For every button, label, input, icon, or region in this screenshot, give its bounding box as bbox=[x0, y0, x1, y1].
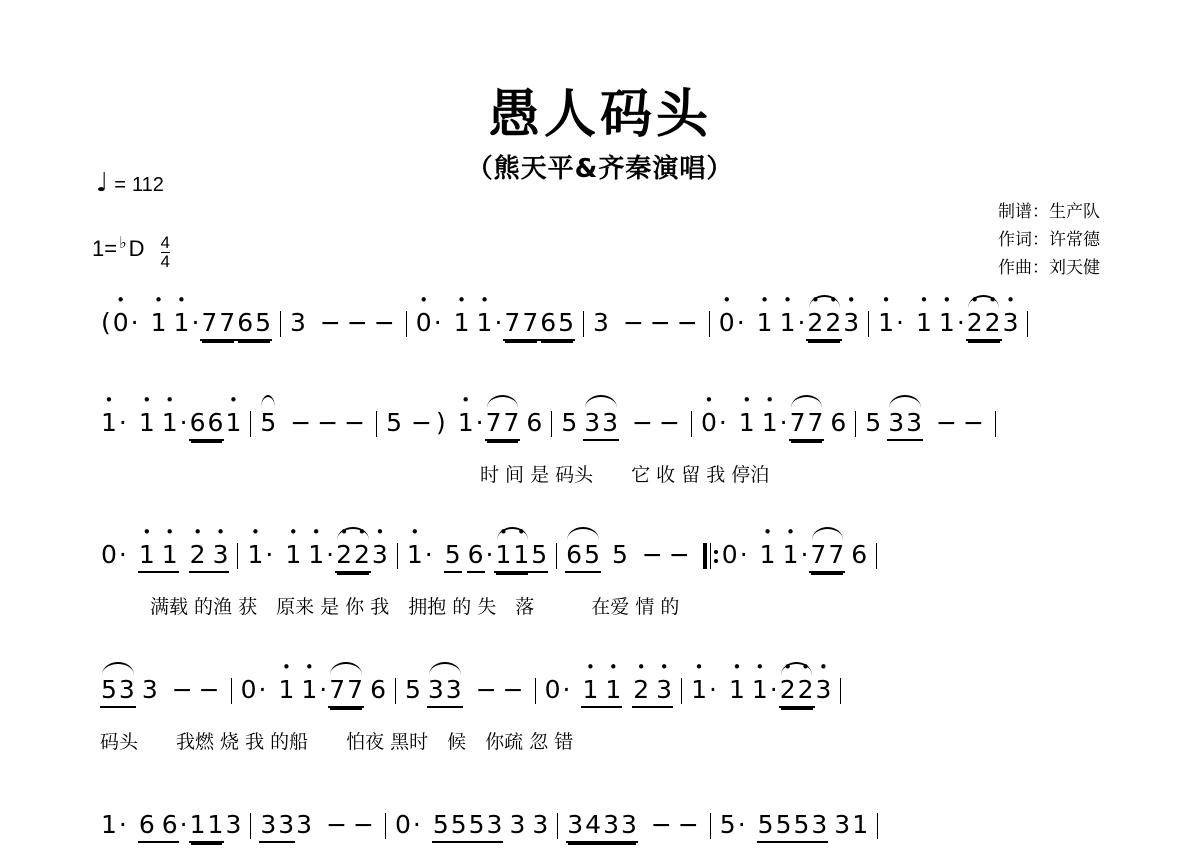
augmentation-dot: · bbox=[191, 308, 200, 337]
note: 6 bbox=[467, 540, 484, 569]
note: 5 bbox=[101, 675, 117, 704]
note: • 1 bbox=[407, 540, 423, 569]
tempo-value: 112 bbox=[131, 173, 164, 196]
note: 3 bbox=[906, 408, 922, 437]
music-system-4 bbox=[100, 675, 1100, 771]
note: • 1 bbox=[582, 675, 598, 704]
note: • 1 bbox=[513, 540, 529, 569]
note: • 3 bbox=[372, 540, 388, 569]
note: • 1 bbox=[916, 308, 932, 337]
beamed-group bbox=[467, 540, 485, 573]
sustain-dash: − bbox=[641, 540, 663, 569]
note: 6 bbox=[526, 408, 543, 437]
note: • 1 bbox=[605, 675, 621, 704]
beamed-group bbox=[792, 810, 828, 843]
note: 5 bbox=[468, 810, 485, 839]
sustain-dash: − bbox=[373, 308, 395, 337]
credit-composer: 作曲：刘天健 bbox=[998, 258, 1100, 279]
note: 3 bbox=[888, 408, 905, 437]
barline bbox=[709, 311, 710, 337]
note: • 2 bbox=[798, 675, 814, 704]
note: • 2 bbox=[807, 308, 823, 337]
beamed-group bbox=[966, 308, 1002, 341]
note: 5 bbox=[558, 308, 575, 337]
note: 3 bbox=[427, 675, 444, 704]
augmentation-dot: · bbox=[779, 408, 788, 437]
sustain-dash: − bbox=[649, 308, 671, 337]
augmentation-dot: · bbox=[258, 675, 267, 704]
credit-arranger: 制谱：生产队 bbox=[998, 202, 1100, 222]
note: 7 bbox=[329, 675, 346, 704]
barline bbox=[691, 411, 692, 437]
note: • 0 bbox=[113, 308, 129, 337]
note: 6 bbox=[138, 810, 155, 839]
sustain-dash: − bbox=[346, 308, 368, 337]
note: 6 bbox=[851, 540, 868, 569]
note: 3 bbox=[593, 308, 609, 337]
beamed-group bbox=[806, 308, 842, 341]
note: • 1 bbox=[139, 540, 155, 569]
barline bbox=[406, 311, 407, 337]
beamed-group bbox=[236, 308, 272, 341]
barline bbox=[397, 543, 398, 569]
sustain-dash: − bbox=[622, 308, 644, 337]
sustain-dash: − bbox=[650, 810, 672, 839]
note: 7 bbox=[789, 408, 806, 437]
augmentation-dot: · bbox=[118, 408, 127, 437]
note: • 1 bbox=[308, 540, 324, 569]
note: 0 bbox=[240, 675, 257, 704]
augmentation-dot: · bbox=[433, 308, 442, 337]
note: • 1 bbox=[285, 540, 301, 569]
barline bbox=[840, 678, 841, 704]
note: 0 bbox=[101, 540, 117, 569]
note: 7 bbox=[201, 308, 218, 337]
credits-block bbox=[998, 198, 1100, 282]
note: 0 bbox=[394, 810, 411, 839]
note: • 1 bbox=[495, 540, 511, 569]
note: 6 bbox=[189, 408, 206, 437]
note: • 1 bbox=[729, 675, 745, 704]
barline bbox=[557, 813, 558, 839]
barline bbox=[876, 543, 877, 569]
note: • 1 bbox=[208, 810, 224, 839]
note: • 0 bbox=[701, 408, 717, 437]
note: • 1 bbox=[101, 810, 117, 839]
note: • 1 bbox=[301, 675, 317, 704]
augmentation-dot: · bbox=[118, 540, 127, 569]
beamed-group bbox=[779, 675, 815, 708]
sustain-dash: − bbox=[198, 675, 220, 704]
note: • 3 bbox=[567, 810, 583, 839]
note: 6 bbox=[370, 675, 386, 704]
augmentation-dot: · bbox=[494, 308, 503, 337]
barline bbox=[250, 813, 251, 839]
beamed-group bbox=[757, 810, 793, 843]
note: • 4 bbox=[585, 810, 601, 839]
sustain-dash: − bbox=[936, 408, 957, 437]
note: • 2 bbox=[967, 308, 983, 337]
music-system-5 bbox=[100, 810, 1100, 850]
lyrics-row-4: 码头 我燃 烧 我 的船 怕夜 黑时 候 你疏 忽 错 bbox=[100, 731, 574, 753]
note: 3 bbox=[118, 675, 135, 704]
note: 7 bbox=[219, 308, 236, 337]
beamed-group bbox=[189, 810, 225, 843]
barline bbox=[995, 411, 996, 437]
note: 0 bbox=[544, 675, 561, 704]
note: • 1 bbox=[190, 810, 206, 839]
augmentation-dot: · bbox=[130, 308, 139, 337]
note: • 1 bbox=[757, 308, 773, 337]
sustain-dash: − bbox=[677, 810, 699, 839]
note: 7 bbox=[522, 308, 539, 337]
note: • 2 bbox=[825, 308, 841, 337]
beamed-group bbox=[539, 308, 575, 341]
barline bbox=[231, 678, 232, 704]
note: 5 bbox=[865, 408, 882, 437]
beamed-group bbox=[809, 540, 845, 573]
beamed-group bbox=[494, 540, 530, 573]
augmentation-dot: · bbox=[562, 675, 571, 704]
beamed-group bbox=[138, 810, 179, 843]
note: 7 bbox=[828, 540, 845, 569]
note: 5 bbox=[531, 540, 548, 569]
beamed-group bbox=[335, 540, 371, 573]
note: • 2 bbox=[354, 540, 370, 569]
augmentation-dot: · bbox=[737, 810, 746, 839]
note: • 3 bbox=[213, 540, 229, 569]
note: • 1 bbox=[225, 408, 241, 437]
page-title: 愚人码头 bbox=[487, 85, 712, 145]
barline bbox=[855, 411, 856, 437]
augmentation-dot: · bbox=[179, 810, 188, 839]
note: • 1 bbox=[162, 408, 178, 437]
barline bbox=[376, 411, 377, 437]
sustain-dash: − bbox=[962, 408, 984, 437]
augmentation-dot: · bbox=[326, 540, 335, 569]
note: 3 bbox=[290, 308, 306, 337]
augmentation-dot: · bbox=[956, 308, 965, 337]
beamed-group bbox=[328, 675, 364, 708]
note: • 3 bbox=[656, 675, 672, 704]
note: • 1 bbox=[162, 540, 178, 569]
barline bbox=[395, 678, 396, 704]
beamed-group bbox=[581, 675, 622, 708]
augmentation-dot: · bbox=[475, 408, 484, 437]
note: 7 bbox=[347, 675, 364, 704]
note: • 1 bbox=[174, 308, 190, 337]
augmentation-dot: · bbox=[424, 540, 433, 569]
note: • 3 bbox=[296, 810, 312, 839]
phrase-open-paren: ( bbox=[101, 308, 111, 337]
note: 5 bbox=[404, 675, 421, 704]
note: 7 bbox=[485, 408, 502, 437]
barline bbox=[556, 543, 557, 569]
augmentation-dot: · bbox=[118, 810, 127, 839]
beamed-group bbox=[432, 810, 468, 843]
beamed-group bbox=[444, 540, 462, 573]
beamed-group bbox=[503, 308, 539, 341]
barline bbox=[681, 678, 682, 704]
augmentation-dot: · bbox=[769, 675, 778, 704]
augmentation-dot: · bbox=[800, 540, 809, 569]
notation-row-1 bbox=[100, 308, 1036, 341]
note: 7 bbox=[504, 308, 521, 337]
note: • 5 bbox=[793, 810, 809, 839]
barline bbox=[877, 813, 878, 839]
note: • 1 bbox=[939, 308, 955, 337]
tempo-marking bbox=[96, 168, 164, 198]
beamed-group bbox=[259, 810, 295, 843]
key-prefix: 1= bbox=[92, 236, 118, 261]
note: 3 bbox=[584, 408, 601, 437]
note: • 3 bbox=[1003, 308, 1019, 337]
note: • 2 bbox=[190, 540, 206, 569]
lyrics-row-3: 满载 的渔 获 原来 是 你 我 拥抱 的 失 落 在爱 情 的 bbox=[150, 596, 680, 618]
credit-lyricist: 作词：许常德 bbox=[998, 230, 1100, 251]
note: • 0 bbox=[416, 308, 432, 337]
note: 7 bbox=[810, 540, 827, 569]
note: • 2 bbox=[633, 675, 649, 704]
sustain-dash: − bbox=[344, 408, 366, 437]
note: 7 bbox=[807, 408, 824, 437]
note: 5 bbox=[444, 540, 461, 569]
sustain-dash: − bbox=[676, 308, 698, 337]
note: 6 bbox=[161, 810, 178, 839]
notation-row-4 bbox=[100, 675, 849, 708]
barline bbox=[237, 543, 238, 569]
beamed-group bbox=[485, 408, 521, 441]
sustain-dash: − bbox=[319, 308, 341, 337]
note: • 1 bbox=[247, 540, 263, 569]
sustain-dash: − bbox=[353, 810, 374, 839]
sustain-dash: − bbox=[502, 675, 524, 704]
note: • 3 bbox=[225, 810, 241, 839]
note: • 3 bbox=[816, 675, 832, 704]
note: 5 bbox=[450, 810, 467, 839]
note: • 1 bbox=[760, 540, 776, 569]
sustain-dash: − bbox=[475, 675, 497, 704]
note: • 3 bbox=[603, 810, 619, 839]
note: • 3 bbox=[843, 308, 859, 337]
note: • 2 bbox=[780, 675, 796, 704]
augmentation-dot: · bbox=[485, 540, 494, 569]
note: • 1 bbox=[852, 810, 868, 839]
note: • 1 bbox=[477, 308, 493, 337]
note: • 1 bbox=[691, 675, 707, 704]
beamed-group bbox=[530, 540, 548, 573]
augmentation-dot: · bbox=[718, 408, 727, 437]
augmentation-dot: · bbox=[265, 540, 274, 569]
quarter-note-icon: ♩ bbox=[96, 168, 109, 198]
note: • 3 bbox=[621, 810, 637, 839]
time-signature bbox=[161, 234, 170, 271]
note: • 3 bbox=[509, 810, 525, 839]
sustain-dash: − bbox=[317, 408, 339, 437]
lyrics-row-2: 时 间 是 码头 它 收 留 我 停泊 bbox=[480, 464, 770, 486]
augmentation-dot: · bbox=[412, 810, 421, 839]
note: • 1 bbox=[780, 308, 796, 337]
notation-row-2 bbox=[100, 408, 1004, 441]
note: • 5 bbox=[776, 810, 792, 839]
beamed-group bbox=[427, 675, 463, 708]
note: 6 bbox=[566, 540, 583, 569]
key-name: D bbox=[128, 236, 145, 261]
barline bbox=[868, 311, 869, 337]
note: 5 bbox=[260, 408, 277, 437]
augmentation-dot: · bbox=[896, 308, 904, 337]
notation-row-3 bbox=[100, 540, 885, 573]
beamed-group bbox=[189, 408, 225, 441]
time-denominator: 4 bbox=[160, 251, 170, 271]
note: 3 bbox=[445, 675, 462, 704]
note: 5 bbox=[584, 540, 600, 569]
note: • 3 bbox=[532, 810, 548, 839]
note: 7 bbox=[503, 408, 520, 437]
note: • 0 bbox=[719, 308, 735, 337]
note: 0 bbox=[721, 540, 738, 569]
note: • 1 bbox=[151, 308, 167, 337]
sustain-dash: − bbox=[668, 540, 690, 569]
note: • 2 bbox=[985, 308, 1001, 337]
note: 5 bbox=[432, 810, 449, 839]
note: • 1 bbox=[458, 408, 474, 437]
barline bbox=[385, 813, 386, 839]
note: • 1 bbox=[762, 408, 778, 437]
barline bbox=[280, 311, 281, 337]
beamed-group bbox=[566, 810, 638, 843]
note: • 1 bbox=[752, 675, 768, 704]
flat-icon: ♭ bbox=[119, 233, 127, 252]
sustain-dash: − bbox=[290, 408, 312, 437]
augmentation-dot: · bbox=[736, 308, 745, 337]
note: 5 bbox=[561, 408, 578, 437]
phrase-close-paren: ) bbox=[435, 408, 446, 437]
note: • 1 bbox=[878, 308, 894, 337]
sustain-dash: − bbox=[658, 408, 680, 437]
beamed-group bbox=[200, 308, 236, 341]
note: 6 bbox=[540, 308, 557, 337]
tempo-equals: = bbox=[114, 173, 126, 196]
note: 5 bbox=[386, 408, 403, 437]
sustain-dash: − bbox=[411, 408, 432, 437]
note: • 3 bbox=[260, 810, 276, 839]
note: • 3 bbox=[811, 810, 827, 839]
note: • 1 bbox=[278, 675, 294, 704]
augmentation-dot: · bbox=[319, 675, 328, 704]
beamed-group bbox=[100, 675, 136, 708]
augmentation-dot: · bbox=[179, 408, 188, 437]
notation-row-5 bbox=[100, 810, 886, 843]
sustain-dash: − bbox=[326, 810, 348, 839]
note: • 2 bbox=[336, 540, 352, 569]
music-system-1 bbox=[100, 308, 1100, 404]
beamed-group bbox=[189, 540, 230, 573]
note: 3 bbox=[602, 408, 619, 437]
beamed-group bbox=[138, 540, 179, 573]
note: • 1 bbox=[739, 408, 755, 437]
note: • 1 bbox=[101, 408, 117, 437]
augmentation-dot: · bbox=[708, 675, 717, 704]
note: 3 bbox=[486, 810, 503, 839]
note: 5 bbox=[611, 540, 628, 569]
music-system-2 bbox=[100, 408, 1100, 504]
beamed-group bbox=[468, 810, 504, 843]
sustain-dash: − bbox=[632, 408, 653, 437]
beamed-group bbox=[887, 408, 923, 441]
note: • 5 bbox=[720, 810, 736, 839]
note: 3 bbox=[141, 675, 158, 704]
note: 6 bbox=[830, 408, 847, 437]
note: • 1 bbox=[783, 540, 799, 569]
note: 6 bbox=[237, 308, 254, 337]
time-numerator: 4 bbox=[160, 233, 170, 252]
beamed-group bbox=[565, 540, 601, 573]
barline bbox=[583, 311, 584, 337]
barline bbox=[250, 411, 251, 437]
note: 6 bbox=[207, 408, 224, 437]
key-signature bbox=[92, 233, 170, 273]
music-system-3 bbox=[100, 540, 1100, 636]
barline bbox=[535, 678, 536, 704]
beamed-group bbox=[632, 675, 673, 708]
beamed-group bbox=[583, 408, 619, 441]
page-subtitle: （熊天平&齐秦演唱） bbox=[466, 154, 734, 184]
repeat-start-barline bbox=[703, 543, 715, 569]
note: 5 bbox=[255, 308, 272, 337]
barline bbox=[551, 411, 552, 437]
sustain-dash: − bbox=[171, 675, 193, 704]
note: • 3 bbox=[834, 810, 850, 839]
beamed-group bbox=[789, 408, 825, 441]
note: • 3 bbox=[278, 810, 294, 839]
note: • 1 bbox=[139, 408, 155, 437]
note: • 5 bbox=[758, 810, 774, 839]
barline bbox=[1027, 311, 1028, 337]
barline bbox=[710, 813, 711, 839]
augmentation-dot: · bbox=[797, 308, 806, 337]
note: • 1 bbox=[454, 308, 470, 337]
augmentation-dot: · bbox=[739, 540, 748, 569]
